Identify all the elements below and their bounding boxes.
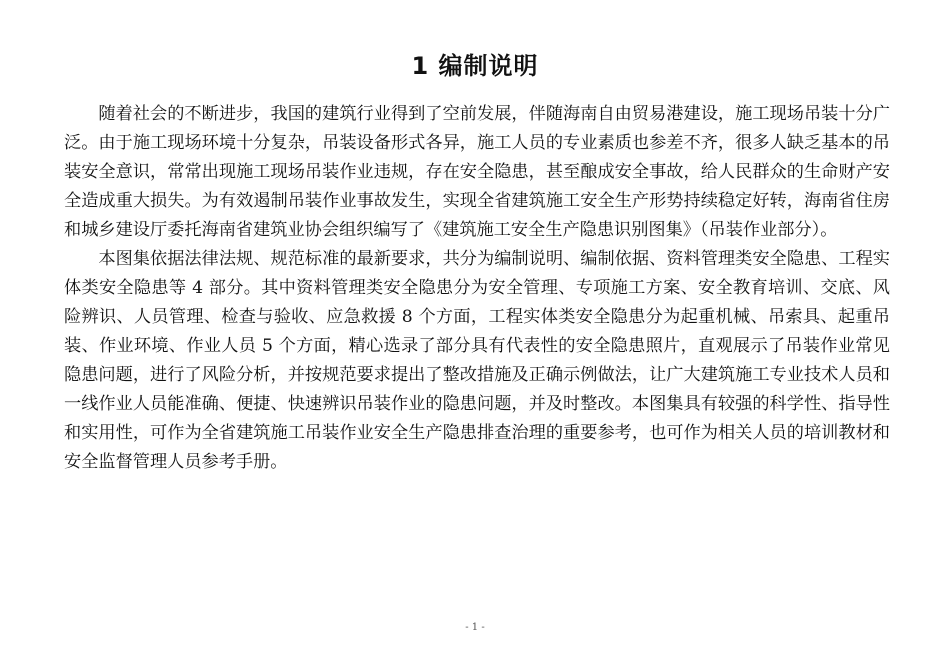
paragraph: 随着社会的不断进步，我国的建筑行业得到了空前发展，伴随海南自由贸易港建设，施工现场吊装十分广泛。由于施工现场环境十分复杂，吊装设备形式各异，施工人员的专业素质也参差不齐，很多人缺乏基本的吊装安全意识，常常出现施工现场吊装作业违规，存在安全隐患，甚至酿成安全事故，给人民群众的生命财产安全造成重大损失。为有效遏制吊装作业事故发生，实现全省建筑施工安全生产形势持续稳定好转，海南省住房和城乡建设厅委托海南省建筑业协会组织编写了《建筑施工安全生产隐患识别图集》（吊装作业部分）。 xyxy=(64,104,890,240)
section-title: 1 编制说明 xyxy=(411,52,539,80)
body-text xyxy=(64,100,890,477)
paragraph: 本图集依据法律法规、规范标准的最新要求，共分为编制说明、编制依据、资料管理类安全隐患、工程实体类安全隐患等 4 部分。其中资料管理类安全隐患分为安全管理、专项施工方案、安全教育培训、交底、风险辨识、人员管理、检查与验收、应急救援 8 个方面，工程实体类安全隐患分为起重机械、吊索具、起重吊装、作业环境、作业人员 5 个方面，精心选录了部分具有代表性的安全隐患照片，直观展示了吊装作业常见隐患问题，进行了风险分析，并按规范要求提出了整改措施及正确示例做法，让广大建筑施工专业技术人员和一线作业人员能准确、便捷、快速辨识吊装作业的隐患问题，并及时整改。本图集具有较强的科学性、指导性和实用性，可作为全省建筑施工吊装作业安全生产隐患排查治理的重要参考，也可作为相关人员的培训教材和安全监督管理人员参考手册。 xyxy=(64,249,890,472)
page-number: - 1 - xyxy=(465,622,485,633)
